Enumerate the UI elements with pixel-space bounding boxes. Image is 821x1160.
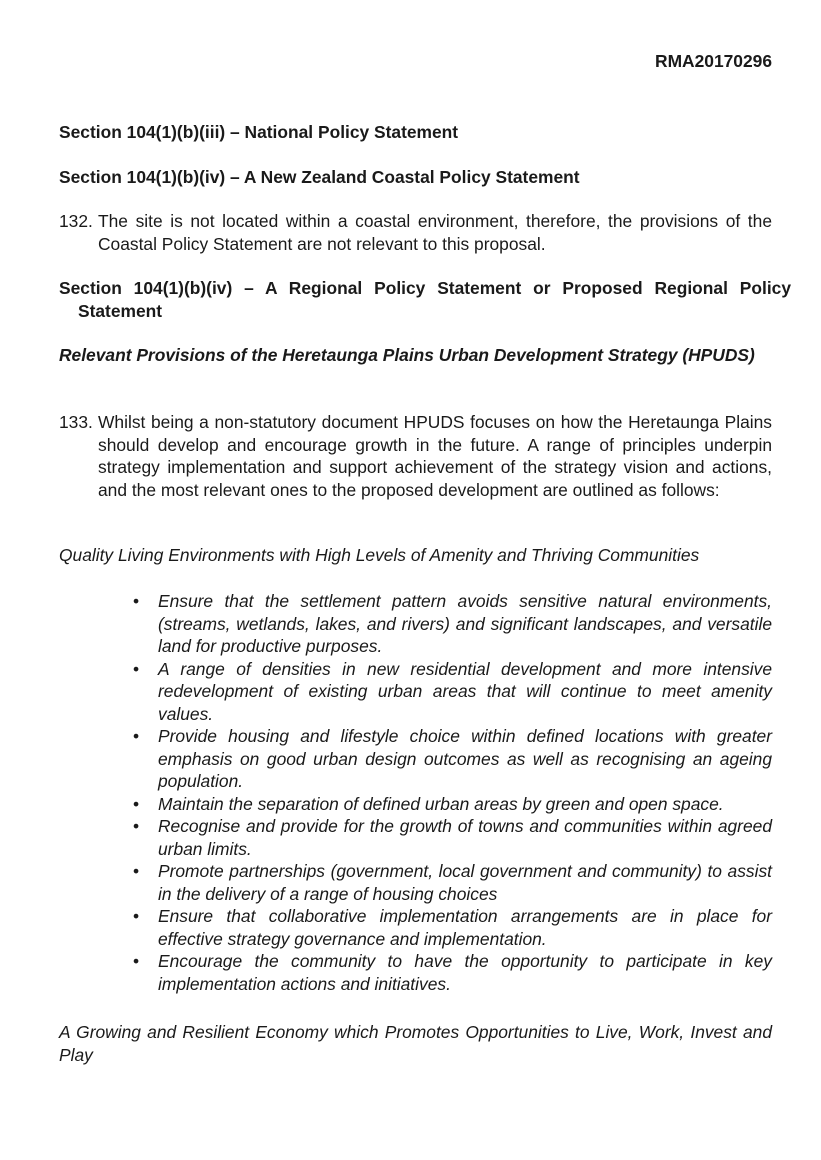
heading-coastal-policy: Section 104(1)(b)(iv) – A New Zealand Coastal Policy Statement: [59, 167, 580, 187]
list-item: • Encourage the community to have the opportunity to participate in key implementation actions and initiatives.: [133, 951, 772, 994]
subheading-growing-economy: A Growing and Resilient Economy which Promotes Opportunities to Live, Work, Invest and Play: [59, 1022, 772, 1065]
bullet-icon: •: [133, 861, 140, 881]
paragraph-132: [59, 210, 772, 255]
paragraph-text: Whilst being a non-statutory document HPUDS focuses on how the Heretaunga Plains should develop and encourage growth in the future. A range of principles underpin strategy implementation and support achievement of the strategy vision and actions, and the most relevant ones to the proposed development are outlined as follows:: [98, 412, 772, 500]
list-item: • Ensure that the settlement pattern avoids sensitive natural environments, (streams, wetlands, lakes, and rivers) and significant landscapes, and versatile land for productive purposes.: [133, 591, 772, 656]
subheading-quality-living: Quality Living Environments with High Levels of Amenity and Thriving Communities: [59, 545, 700, 565]
bullet-icon: •: [133, 658, 140, 679]
bullet-icon: •: [133, 591, 140, 611]
list-item: • Maintain the separation of defined urban areas by green and open space.: [133, 793, 724, 814]
bullet-icon: •: [133, 793, 140, 814]
heading-national-policy: Section 104(1)(b)(iii) – National Policy Statement: [59, 122, 459, 142]
paragraph-133: [59, 411, 772, 501]
list-item: • Promote partnerships (government, local government and community) to assist in the delivery of a range of housing choices: [133, 861, 772, 904]
bullet-icon: •: [133, 906, 140, 926]
list-item: • Provide housing and lifestyle choice within defined locations with greater emphasis on good urban design outcomes as well as recognising an ageing population.: [133, 726, 772, 791]
bullet-icon: •: [133, 816, 140, 836]
paragraph-number: 133.: [59, 412, 93, 432]
heading-regional-policy: Section 104(1)(b)(iv) – A Regional Policy Statement or Proposed Regional Policy Statement: [59, 278, 791, 321]
bullet-list: [133, 590, 772, 995]
list-item: • A range of densities in new residential development and more intensive redevelopment of existing urban areas that will continue to meet amenity values.: [133, 658, 772, 724]
list-item: • Recognise and provide for the growth of towns and communities within agreed urban limits.: [133, 816, 772, 859]
document-reference: RMA20170296: [655, 51, 772, 71]
paragraph-number: 132.: [59, 211, 93, 231]
bullet-icon: •: [133, 951, 140, 971]
list-item: • Ensure that collaborative implementation arrangements are in place for effective strategy governance and implementation.: [133, 906, 772, 949]
bullet-icon: •: [133, 726, 140, 746]
paragraph-text: The site is not located within a coastal environment, therefore, the provisions of the Coastal Policy Statement are not relevant to this proposal.: [98, 211, 772, 254]
heading-hpuds: Relevant Provisions of the Heretaunga Plains Urban Development Strategy (HPUDS): [59, 345, 755, 365]
